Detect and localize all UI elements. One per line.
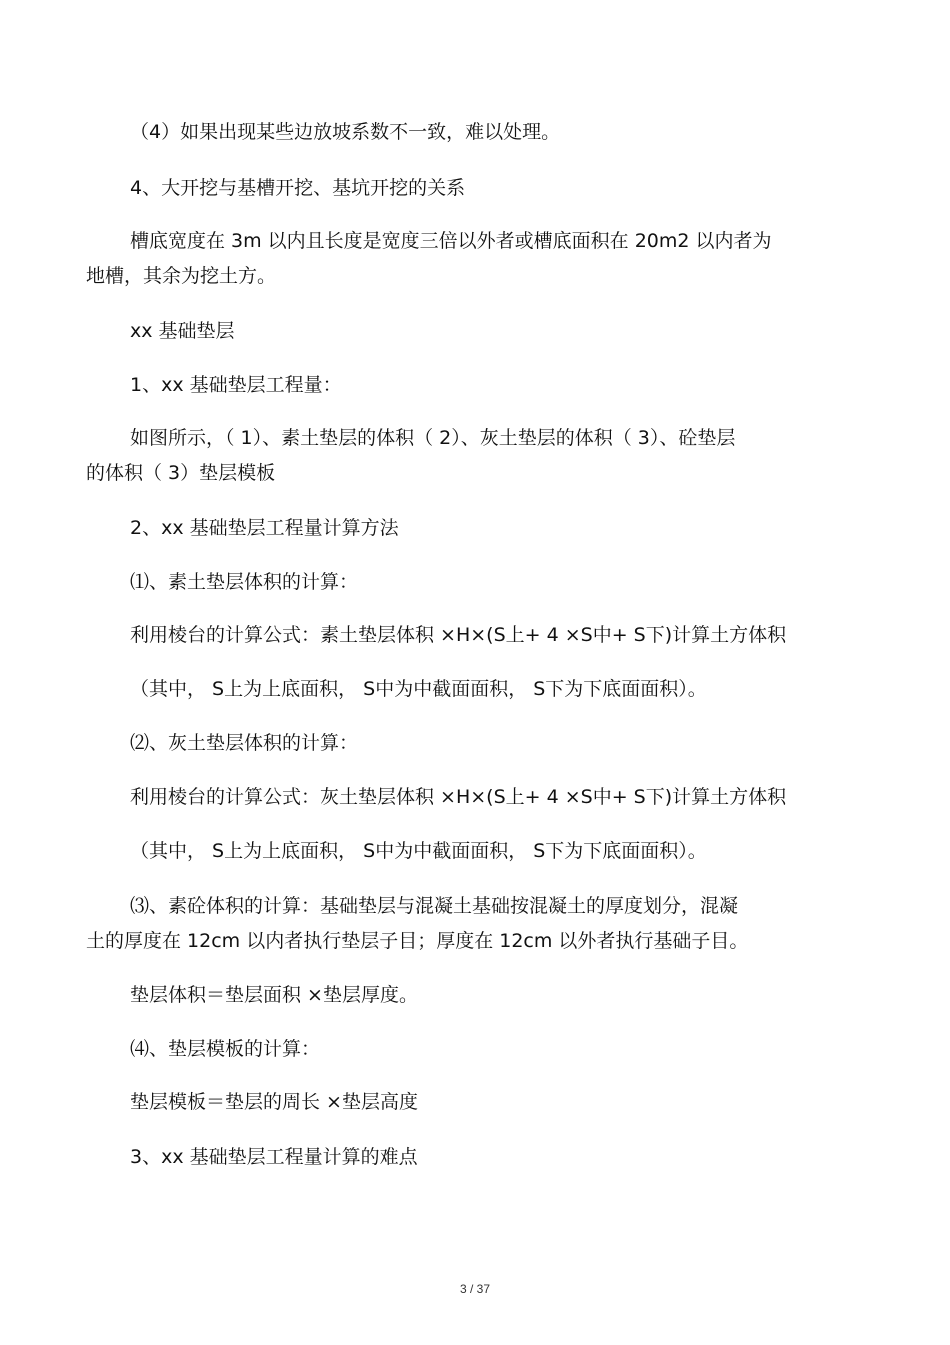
section-heading: 3、xx 基础垫层工程量计算的难点 <box>130 1146 418 1168</box>
paragraph: （4）如果出现某些边放坡系数不一致，难以处理。 <box>130 121 561 143</box>
paragraph-continuation: 土的厚度在 12cm 以内者执行垫层子目；厚度在 12cm 以外者执行基础子目。 <box>86 930 749 952</box>
subsection-heading: ⑴、素土垫层体积的计算： <box>130 571 359 593</box>
paragraph: 槽底宽度在 3m 以内且长度是宽度三倍以外者或槽底面积在 20m2 以内者为 <box>130 230 772 252</box>
paragraph: ⑶、素砼体积的计算：基础垫层与混凝土基础按混凝土的厚度划分，混凝 <box>130 895 739 917</box>
formula-line: 利用棱台的计算公式：灰土垫层体积 ×H×(S上+ 4 ×S中+ S下)计算土方体积 <box>130 786 787 808</box>
section-heading: 4、大开挖与基槽开挖、基坑开挖的关系 <box>130 177 466 199</box>
paragraph-continuation: 地槽，其余为挖土方。 <box>86 265 277 287</box>
formula-note: （其中， S上为上底面积， S中为中截面面积， S下为下底面面积）。 <box>130 840 707 862</box>
subsection-heading: ⑵、灰土垫层体积的计算： <box>130 732 359 754</box>
section-heading: 2、xx 基础垫层工程量计算方法 <box>130 517 399 539</box>
formula-line: 垫层体积＝垫层面积 ×垫层厚度。 <box>130 984 418 1006</box>
section-heading: 1、xx 基础垫层工程量： <box>130 374 342 396</box>
paragraph: 如图所示，（ 1）、素土垫层的体积（ 2）、灰土垫层的体积（ 3）、砼垫层 <box>130 427 736 449</box>
page-number: 3 / 37 <box>459 1282 491 1296</box>
section-heading: xx 基础垫层 <box>130 320 235 342</box>
formula-note: （其中， S上为上底面积， S中为中截面面积， S下为下底面面积）。 <box>130 678 707 700</box>
formula-line: 利用棱台的计算公式：素土垫层体积 ×H×(S上+ 4 ×S中+ S下)计算土方体积 <box>130 624 787 646</box>
paragraph-continuation: 的体积（ 3）垫层模板 <box>86 462 276 484</box>
formula-line: 垫层模板＝垫层的周长 ×垫层高度 <box>130 1091 418 1113</box>
subsection-heading: ⑷、垫层模板的计算： <box>130 1038 321 1060</box>
